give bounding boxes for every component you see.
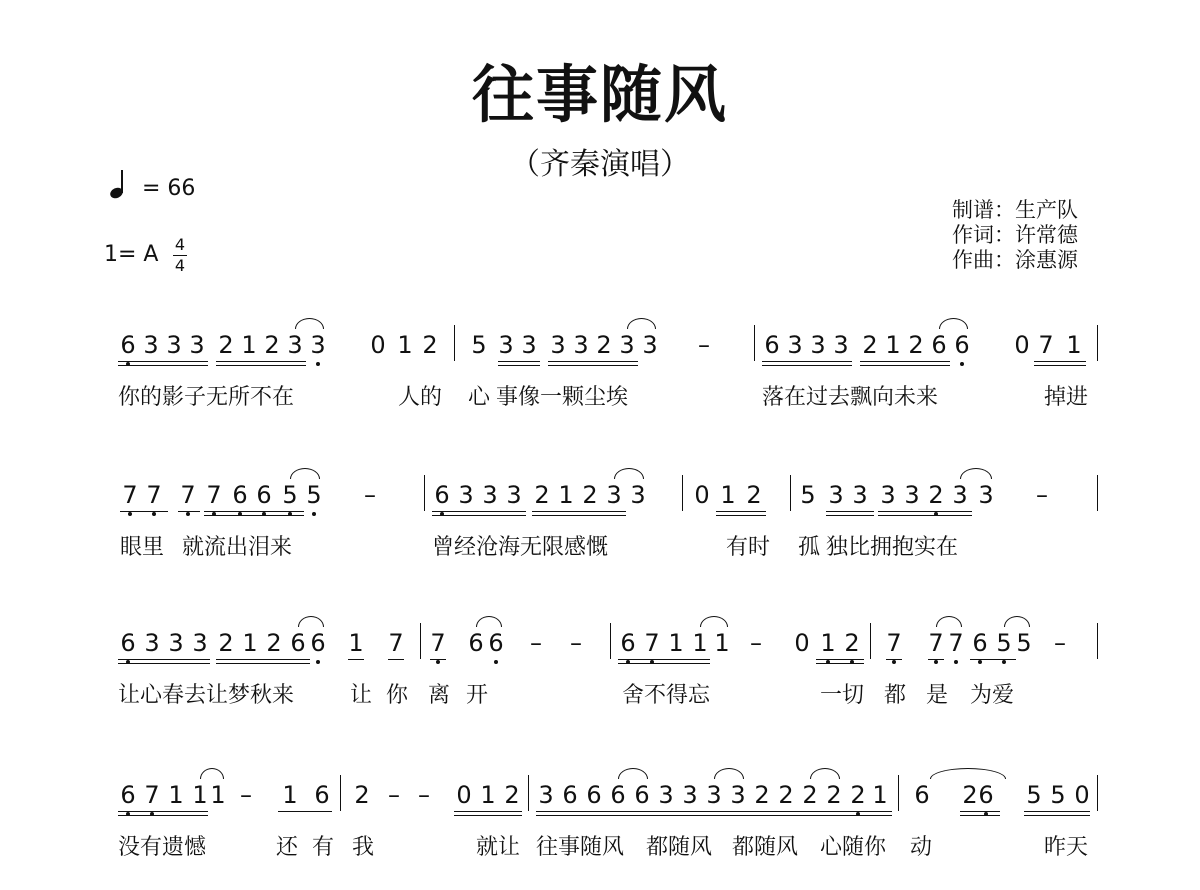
note: 1 (558, 481, 574, 509)
hold-dash: – (364, 481, 376, 509)
beam-underline (532, 511, 626, 512)
lyric: 人的 (398, 385, 443, 410)
note: 5 (1026, 781, 1042, 809)
note: 2 (504, 781, 520, 809)
score-row-1 (0, 330, 1200, 440)
time-signature-bottom: 4 (174, 256, 186, 275)
lyric: 开 (466, 683, 489, 708)
note: 6 (931, 331, 947, 359)
beam-underline (762, 365, 852, 366)
beam-underline (278, 811, 332, 812)
beam-underline (824, 811, 892, 812)
note: 7 (204, 480, 224, 510)
note: 0 (1074, 781, 1090, 809)
note: 3 (143, 331, 159, 359)
beam-underline (118, 663, 210, 664)
beam-underline (960, 815, 1000, 816)
note: 3 (642, 331, 658, 359)
time-signature-top: 4 (174, 235, 186, 254)
beam-underline (216, 663, 310, 664)
beam-underline (548, 361, 638, 362)
bar-line (898, 775, 899, 811)
score-row-4 (0, 780, 1200, 890)
beam-underline (816, 663, 864, 664)
note: 6 (254, 480, 274, 510)
beam-underline (178, 511, 200, 512)
note: 6 (634, 781, 650, 809)
note: 7 (388, 629, 404, 657)
note: 3 (706, 781, 722, 809)
key-signature: 1= A (104, 242, 159, 267)
bar-line (754, 325, 755, 361)
note: 5 (304, 480, 324, 510)
bar-line (1097, 325, 1098, 361)
notation-line (0, 780, 1200, 820)
hold-dash: – (750, 629, 762, 657)
beam-underline (728, 811, 824, 812)
note: 0 (694, 481, 710, 509)
note: 0 (1014, 331, 1030, 359)
note: 5 (1016, 629, 1032, 657)
transcriber-credit: 制谱：生产队 (952, 198, 1078, 222)
song-title: 往事随风 (471, 58, 728, 131)
hold-dash: – (1054, 629, 1066, 657)
lyric: 曾经沧海无限感慨 (432, 535, 609, 560)
tie-arc (298, 616, 324, 627)
lyric: 心 (468, 385, 491, 410)
bar-line (1097, 775, 1098, 811)
note: 5 (800, 481, 816, 509)
beam-underline (118, 659, 210, 660)
beam-underline (618, 659, 710, 660)
note: 3 (482, 481, 498, 509)
note: 5 (280, 480, 300, 510)
beam-underline (632, 815, 728, 816)
beam-underline (430, 659, 446, 660)
note: 1 (480, 781, 496, 809)
note: 6 (618, 628, 638, 658)
hold-dash: – (388, 781, 400, 809)
note: 6 (914, 781, 930, 809)
lyric: 就让 (476, 835, 521, 860)
beam-underline (716, 515, 766, 516)
note: 1 (192, 781, 208, 809)
note: 3 (630, 481, 646, 509)
bar-line (424, 475, 425, 511)
beam-underline (1024, 815, 1090, 816)
note: 1 (885, 331, 901, 359)
hold-dash: – (698, 331, 710, 359)
note: 3 (787, 331, 803, 359)
composer-credit: 作曲：涂惠源 (952, 248, 1078, 272)
note: 3 (308, 330, 328, 360)
beam-underline (860, 365, 950, 366)
note: 3 (952, 481, 968, 509)
lyric: 孤 (798, 535, 821, 560)
note: 0 (794, 629, 810, 657)
note: 6 (118, 628, 138, 658)
beam-underline (432, 511, 526, 512)
note: 3 (538, 781, 554, 809)
hold-dash: – (418, 781, 430, 809)
note: 6 (952, 330, 972, 360)
notation-line (0, 480, 1200, 520)
tie-arc (700, 616, 728, 627)
beam-underline (454, 811, 522, 812)
note: 6 (486, 628, 506, 658)
note: 6 (308, 628, 328, 658)
beam-underline (120, 511, 144, 512)
beam-underline (532, 515, 626, 516)
beam-underline (632, 811, 728, 812)
tie-arc (714, 768, 744, 779)
bar-line (340, 775, 341, 811)
note: 7 (120, 480, 140, 510)
note: 3 (978, 481, 994, 509)
lyric: 都随风 (732, 835, 799, 860)
tie-arc (939, 318, 968, 329)
note: 1 (692, 629, 708, 657)
note: 3 (828, 481, 844, 509)
note: 6 (610, 781, 626, 809)
note: 7 (1038, 331, 1054, 359)
octave-dot (1002, 660, 1006, 664)
octave-dot (954, 660, 958, 664)
lyric: 舍不得忘 (622, 683, 711, 708)
note: 3 (833, 331, 849, 359)
octave-dot (186, 512, 190, 516)
note: 1 (242, 629, 258, 657)
note: 2 (354, 781, 370, 809)
note: 5 (1050, 781, 1066, 809)
beam-underline (928, 659, 944, 660)
note: 3 (550, 331, 566, 359)
octave-dot (436, 660, 440, 664)
bar-line (682, 475, 683, 511)
octave-dot (152, 512, 156, 516)
beam-underline (970, 659, 1016, 660)
tie-arc (930, 768, 1006, 779)
bar-line (790, 475, 791, 511)
beam-underline (618, 663, 710, 664)
beam-underline (728, 815, 824, 816)
bar-line (528, 775, 529, 811)
credits (952, 198, 1078, 273)
note: 1 (397, 331, 413, 359)
tie-arc (200, 768, 224, 779)
beam-underline (432, 515, 526, 516)
beam-underline (454, 815, 522, 816)
note: 0 (370, 331, 386, 359)
note: 3 (880, 481, 896, 509)
note: 3 (287, 331, 303, 359)
bar-line (420, 623, 421, 659)
note: 2 (596, 331, 612, 359)
note: 1 (210, 781, 226, 809)
tie-arc (476, 616, 502, 627)
beam-underline (498, 361, 540, 362)
beam-underline (1024, 811, 1090, 812)
beam-underline (1034, 361, 1086, 362)
tie-arc (295, 318, 324, 329)
time-signature (170, 236, 190, 276)
note: 6 (118, 330, 138, 360)
note: 2 (848, 780, 868, 810)
note: 7 (926, 628, 946, 658)
note: 7 (428, 628, 448, 658)
lyric: 你的影子无所不在 (118, 385, 295, 410)
note: 3 (682, 781, 698, 809)
lyric: 就流出泪来 (182, 535, 293, 560)
octave-dot (960, 362, 964, 366)
note: 3 (658, 781, 674, 809)
lyric: 为爱 (970, 683, 1015, 708)
beam-underline (826, 511, 874, 512)
lyric: 有 (312, 835, 335, 860)
lyric: 有时 (726, 535, 771, 560)
note: 3 (192, 629, 208, 657)
lyric: 让 (350, 683, 373, 708)
beam-underline (860, 361, 950, 362)
note: 6 (976, 780, 996, 810)
beam-underline (216, 361, 306, 362)
octave-dot (312, 512, 316, 516)
beam-underline (762, 361, 852, 362)
lyric: 都 (884, 683, 907, 708)
note: 7 (946, 628, 966, 658)
note: 2 (908, 331, 924, 359)
lyric: 一切 (820, 683, 865, 708)
note: 3 (904, 481, 920, 509)
note: 2 (582, 481, 598, 509)
note: 2 (218, 629, 234, 657)
note: 6 (314, 781, 330, 809)
note: 6 (764, 331, 780, 359)
octave-dot (934, 660, 938, 664)
beam-underline (118, 365, 208, 366)
note: 6 (290, 629, 306, 657)
lyric: 落在过去飘向未来 (762, 385, 939, 410)
octave-dot (892, 660, 896, 664)
note: 3 (144, 629, 160, 657)
bar-line (870, 623, 871, 659)
note: 7 (144, 480, 164, 510)
lyric: 昨天 (1044, 835, 1089, 860)
beam-underline (118, 815, 208, 816)
lyric: 掉进 (1044, 385, 1089, 410)
tie-arc (618, 768, 648, 779)
note: 6 (468, 629, 484, 657)
lyric: 独比拥抱实在 (826, 535, 959, 560)
beam-underline (548, 365, 638, 366)
beam-underline (118, 361, 208, 362)
tie-arc (1004, 616, 1030, 627)
tie-arc (960, 468, 992, 479)
note: 3 (506, 481, 522, 509)
note: 7 (178, 480, 198, 510)
beam-underline (878, 515, 972, 516)
lyric: 你 (386, 683, 409, 708)
note: 7 (884, 628, 904, 658)
lyric: 心随你 (820, 835, 887, 860)
note: 6 (970, 628, 990, 658)
bar-line (1097, 623, 1098, 659)
lyric: 还 (276, 835, 299, 860)
lyric: 动 (910, 835, 933, 860)
tie-arc (810, 768, 840, 779)
note: 1 (241, 331, 257, 359)
note: 1 (168, 781, 184, 809)
beam-underline (388, 659, 404, 660)
note: 3 (189, 331, 205, 359)
note: 3 (619, 331, 635, 359)
note: 3 (498, 331, 514, 359)
beam-underline (144, 511, 168, 512)
note: 5 (994, 628, 1014, 658)
song-subtitle: （齐秦演唱） (510, 147, 690, 182)
note: 3 (168, 629, 184, 657)
bar-line (610, 623, 611, 659)
octave-dot (316, 660, 320, 664)
note: 3 (521, 331, 537, 359)
note: 2 (534, 481, 550, 509)
note: 3 (730, 781, 746, 809)
octave-dot (978, 660, 982, 664)
tie-arc (614, 468, 644, 479)
tempo-value: = 66 (142, 176, 196, 201)
score-row-3 (0, 628, 1200, 738)
beam-underline (348, 659, 364, 660)
bar-line (1097, 475, 1098, 511)
note: 6 (562, 781, 578, 809)
lyric: 往事随风 (536, 835, 625, 860)
beam-underline (1034, 365, 1086, 366)
tie-arc (290, 468, 320, 479)
note: 2 (802, 781, 818, 809)
note: 3 (166, 331, 182, 359)
notation-line (0, 628, 1200, 668)
beam-underline (216, 365, 306, 366)
tempo-marking (106, 170, 226, 206)
note: 1 (282, 781, 298, 809)
note: 1 (720, 481, 736, 509)
note: 3 (573, 331, 589, 359)
lyric: 都随风 (646, 835, 713, 860)
note: 3 (606, 481, 622, 509)
note: 7 (642, 628, 662, 658)
note: 2 (264, 331, 280, 359)
octave-dot (316, 362, 320, 366)
lyricist-credit: 作词：许常德 (952, 223, 1078, 247)
note: 1 (348, 629, 364, 657)
octave-dot (494, 660, 498, 664)
note: 3 (458, 481, 474, 509)
beam-underline (216, 659, 310, 660)
note: 2 (218, 331, 234, 359)
beam-underline (824, 815, 892, 816)
note: 1 (714, 629, 730, 657)
beam-underline (886, 659, 902, 660)
beam-underline (204, 515, 304, 516)
beam-underline (498, 365, 540, 366)
note: 7 (142, 780, 162, 810)
note: 5 (471, 331, 487, 359)
note: 1 (1066, 331, 1082, 359)
tie-arc (936, 616, 962, 627)
lyric: 是 (926, 683, 949, 708)
note: 1 (818, 628, 838, 658)
beam-underline (878, 511, 972, 512)
lyric: 眼里 (120, 535, 165, 560)
beam-underline (536, 815, 632, 816)
note: 2 (842, 628, 862, 658)
lyric: 离 (428, 683, 451, 708)
bar-line (454, 325, 455, 361)
beam-underline (816, 659, 864, 660)
beam-underline (716, 511, 766, 512)
notation-line (0, 330, 1200, 370)
note: 2 (962, 781, 978, 809)
tie-arc (627, 318, 656, 329)
note: 0 (456, 781, 472, 809)
note: 1 (668, 629, 684, 657)
lyric: 事像一颗尘埃 (496, 385, 629, 410)
note: 2 (754, 781, 770, 809)
beam-underline (826, 515, 874, 516)
note: 2 (778, 781, 794, 809)
note: 1 (872, 781, 888, 809)
note: 2 (746, 481, 762, 509)
lyric: 我 (352, 835, 375, 860)
hold-dash: – (570, 629, 582, 657)
note: 2 (862, 331, 878, 359)
score-row-2 (0, 480, 1200, 590)
beam-underline (536, 811, 632, 812)
note: 2 (926, 480, 946, 510)
octave-dot (128, 512, 132, 516)
note: 2 (826, 781, 842, 809)
lyric: 让心春去让梦秋来 (118, 683, 295, 708)
hold-dash: – (240, 781, 252, 809)
note: 3 (810, 331, 826, 359)
note: 6 (432, 480, 452, 510)
note: 6 (230, 480, 250, 510)
note: 6 (118, 780, 138, 810)
lyric: 没有遗憾 (118, 835, 207, 860)
note: 2 (422, 331, 438, 359)
hold-dash: – (530, 629, 542, 657)
note: 6 (586, 781, 602, 809)
hold-dash: – (1036, 481, 1048, 509)
note: 3 (852, 481, 868, 509)
beam-underline (204, 511, 304, 512)
beam-underline (118, 811, 208, 812)
note: 2 (266, 629, 282, 657)
beam-underline (960, 811, 1000, 812)
